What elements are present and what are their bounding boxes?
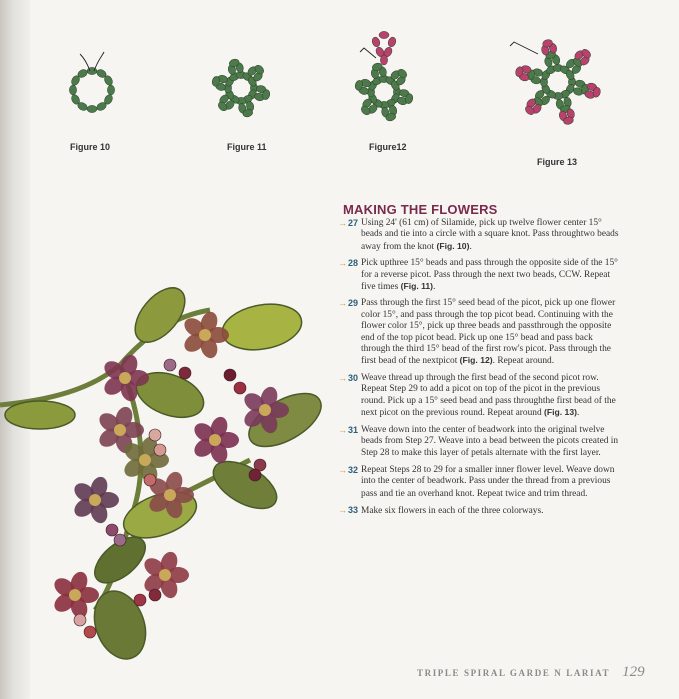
pearl-bead [106,524,118,536]
figure-10-caption: Figure 10 [70,142,111,152]
step-31 [338,425,623,460]
flower-center [259,404,271,416]
petal-bead [380,55,387,65]
step-number: → 27 [338,218,358,229]
figure-11-caption: Figure 11 [227,142,267,152]
page-footer [417,663,645,681]
step-27 [338,218,623,253]
picot-bead [217,100,229,112]
pearl-bead [234,382,246,394]
flower-center [159,569,171,581]
center-bead [69,85,76,95]
petal-bead [524,104,536,116]
step-text-end: . Repeat around. [492,356,555,367]
flower-center [69,589,81,601]
pearl-bead [149,589,161,601]
step-number: → 30 [338,373,358,384]
flower-center [164,489,176,501]
flower-center [139,454,151,466]
step-30 [338,373,623,420]
step-text-end: . [576,408,580,419]
beaded-stem [0,365,120,405]
step-number: → 33 [338,505,358,516]
picot-bead [253,64,265,76]
flower-center [119,372,131,384]
pearl-bead [179,367,191,379]
page-number: 129 [622,664,645,680]
step-33 [338,505,623,517]
beaded-leaf [219,298,305,355]
step-text: Repeat Steps 28 to 29 for a smaller inner flower level. Weave down into the center of beadwork. Pass under the thread from a previous pass and tie an overhand knot. Repeat twice and trim thread. [361,464,615,499]
pearl-bead [84,626,96,638]
step-32 [338,465,623,500]
beaded-leaf [5,401,75,429]
step-number: → 32 [338,465,358,476]
figure-reference: (Fig. 12) [459,355,493,366]
figure-13-diagram [498,2,618,154]
petal-bead [379,31,389,38]
petal-bead [371,36,381,48]
pearl-bead [224,369,236,381]
pearl-bead [74,614,86,626]
section-heading: MAKING THE FLOWERS [343,202,498,217]
figure-reference: (Fig. 11) [400,281,434,292]
footer-title: TRIPLE SPIRAL GARDE N LARIAT [417,668,611,678]
pearl-bead [144,474,156,486]
flower-center [199,329,211,341]
instruction-steps [338,218,623,522]
flower-center [209,434,221,446]
figure-reference: (Fig. 10) [436,240,470,251]
pearl-bead [154,444,166,456]
center-bead [107,85,114,95]
step-text: Pass through the first 15° seed bead of the picot, pick up one flower color 15°, and pass through the top picot bead. Continuing with the flower color 15°, pick up three beads and passthrough the opposite end of the top picot bead. Pick up one 15° bead and pass back through the third 15° bead of the first row's picot. Pass through the first bead of the nextpicot [361,298,616,367]
step-text-end: . [469,241,472,252]
pearl-bead [114,534,126,546]
beaded-flower-photo [0,270,335,670]
step-number: → 29 [338,298,358,309]
figure-13-caption: Figure 13 [537,157,578,167]
figure-reference: (Fig. 13) [544,407,577,418]
step-number: → 31 [338,425,358,436]
figure-10-diagram [62,48,122,120]
figure-12-diagram [346,18,422,130]
thread-line [510,42,538,54]
pearl-bead [164,359,176,371]
step-text: Make six flowers in each of the three colorways. [361,505,544,516]
step-text: Weave down into the center of beadwork into the original twelve beads from Step 27. Weave into a bead between the picots created in Step 28 to make this layer of petals alternate with the first layer. [361,424,619,459]
petal-bead [580,48,592,60]
figure-12-caption: Figure12 [369,142,407,152]
step-text-end: . [433,282,436,293]
step-text: Pick upthree 15° beads and pass through the opposite side of the 15° for a reverse picot. Pass through the next two beads, CCW. Repeat five times [361,258,618,293]
petal-bead [387,36,397,48]
flower-center [114,424,126,436]
step-text: Weave thread up through the first bead of the second picot row. Repeat Step 29 to add a picot on top of the picot in the previous round. Pick up a 15° seed bead and pass throughthe first bead of the next picot on the previous round. Repeat around [361,372,616,419]
center-bead [87,67,97,74]
step-text: Using 24' (61 cm) of Silamide, pick up twelve flower center 15° beads and tie into a circle with a square knot. Pass throughtwo beads away from the knot [361,218,619,252]
pearl-bead [149,429,161,441]
pearl-bead [134,594,146,606]
flower-center [89,494,101,506]
pearl-bead [249,469,261,481]
center-bead [87,105,97,112]
picot-bead [396,68,408,80]
step-number: → 28 [338,258,358,269]
figure-11-diagram [205,52,277,124]
step-29 [338,298,623,367]
picot-bead [360,104,372,116]
step-28 [338,258,623,293]
thread-line [360,48,376,58]
